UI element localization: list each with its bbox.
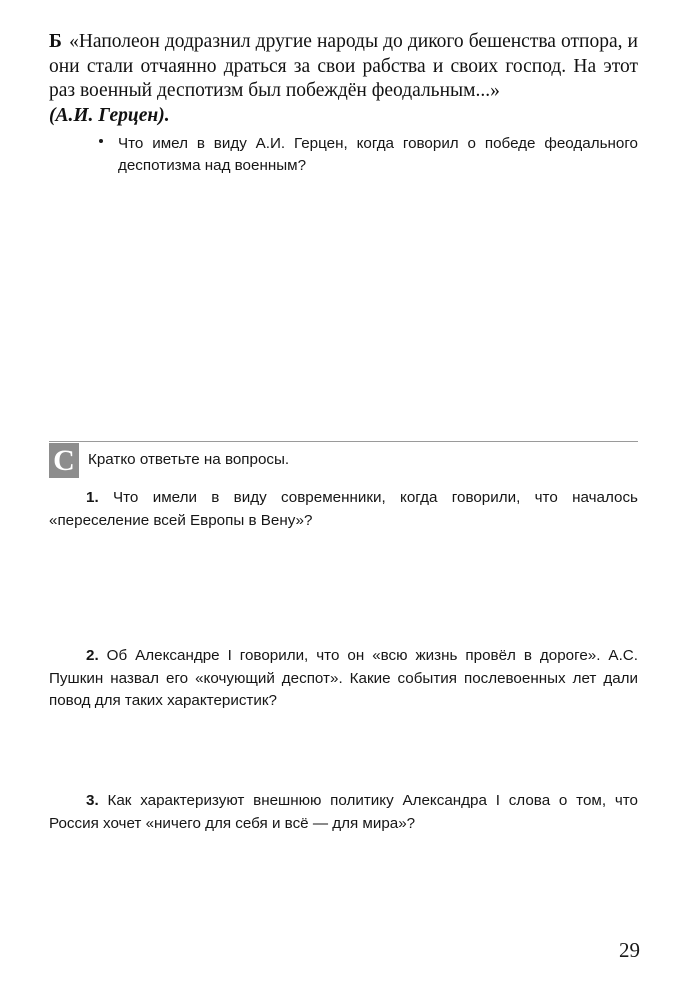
question-2-number: 2. [86, 647, 99, 664]
question-1 [49, 487, 638, 532]
question-3-number: 3. [86, 792, 99, 809]
bullet-dot-icon [99, 139, 103, 143]
section-c-heading: Кратко ответьте на вопросы. [88, 451, 290, 468]
section-b-letter: Б [49, 31, 63, 52]
section-b-bullet-text: Что имел в виду А.И. Герцен, когда говорил о победе феодального деспотизма над военным? [118, 135, 638, 174]
page-number: 29 [619, 938, 640, 962]
question-2 [49, 645, 638, 713]
question-1-number: 1. [86, 489, 99, 506]
question-1-text: Что имели в виду современники, когда говорили, что началось «переселение всей Европы в Вену»? [49, 489, 638, 529]
question-2-text: Об Александре I говорили, что он «всю жизнь провёл в дороге». А.С. Пушкин назвал его «кочующий деспот». Какие события послевоенных лет дали повод для таких характеристик? [49, 647, 638, 709]
section-c-divider [49, 441, 638, 442]
section-b-attribution: (А.И. Герцен). [49, 104, 170, 126]
section-b-bullet-question [99, 133, 638, 177]
section-b-quote [49, 30, 638, 128]
section-b-quote-text: «Наполеон додразнил другие народы до дикого бешенства отпора, и они стали отчаянно драться за свои рабства и своих господ. На этот раз военный деспотизм был побеждён феодальным...» [49, 31, 638, 102]
question-3-text: Как характеризуют внешнюю политику Александра I слова о том, что Россия хочет «ничего для себя и всё — для мира»? [49, 792, 638, 832]
section-c-marker: С [49, 443, 79, 478]
question-3 [49, 790, 638, 835]
